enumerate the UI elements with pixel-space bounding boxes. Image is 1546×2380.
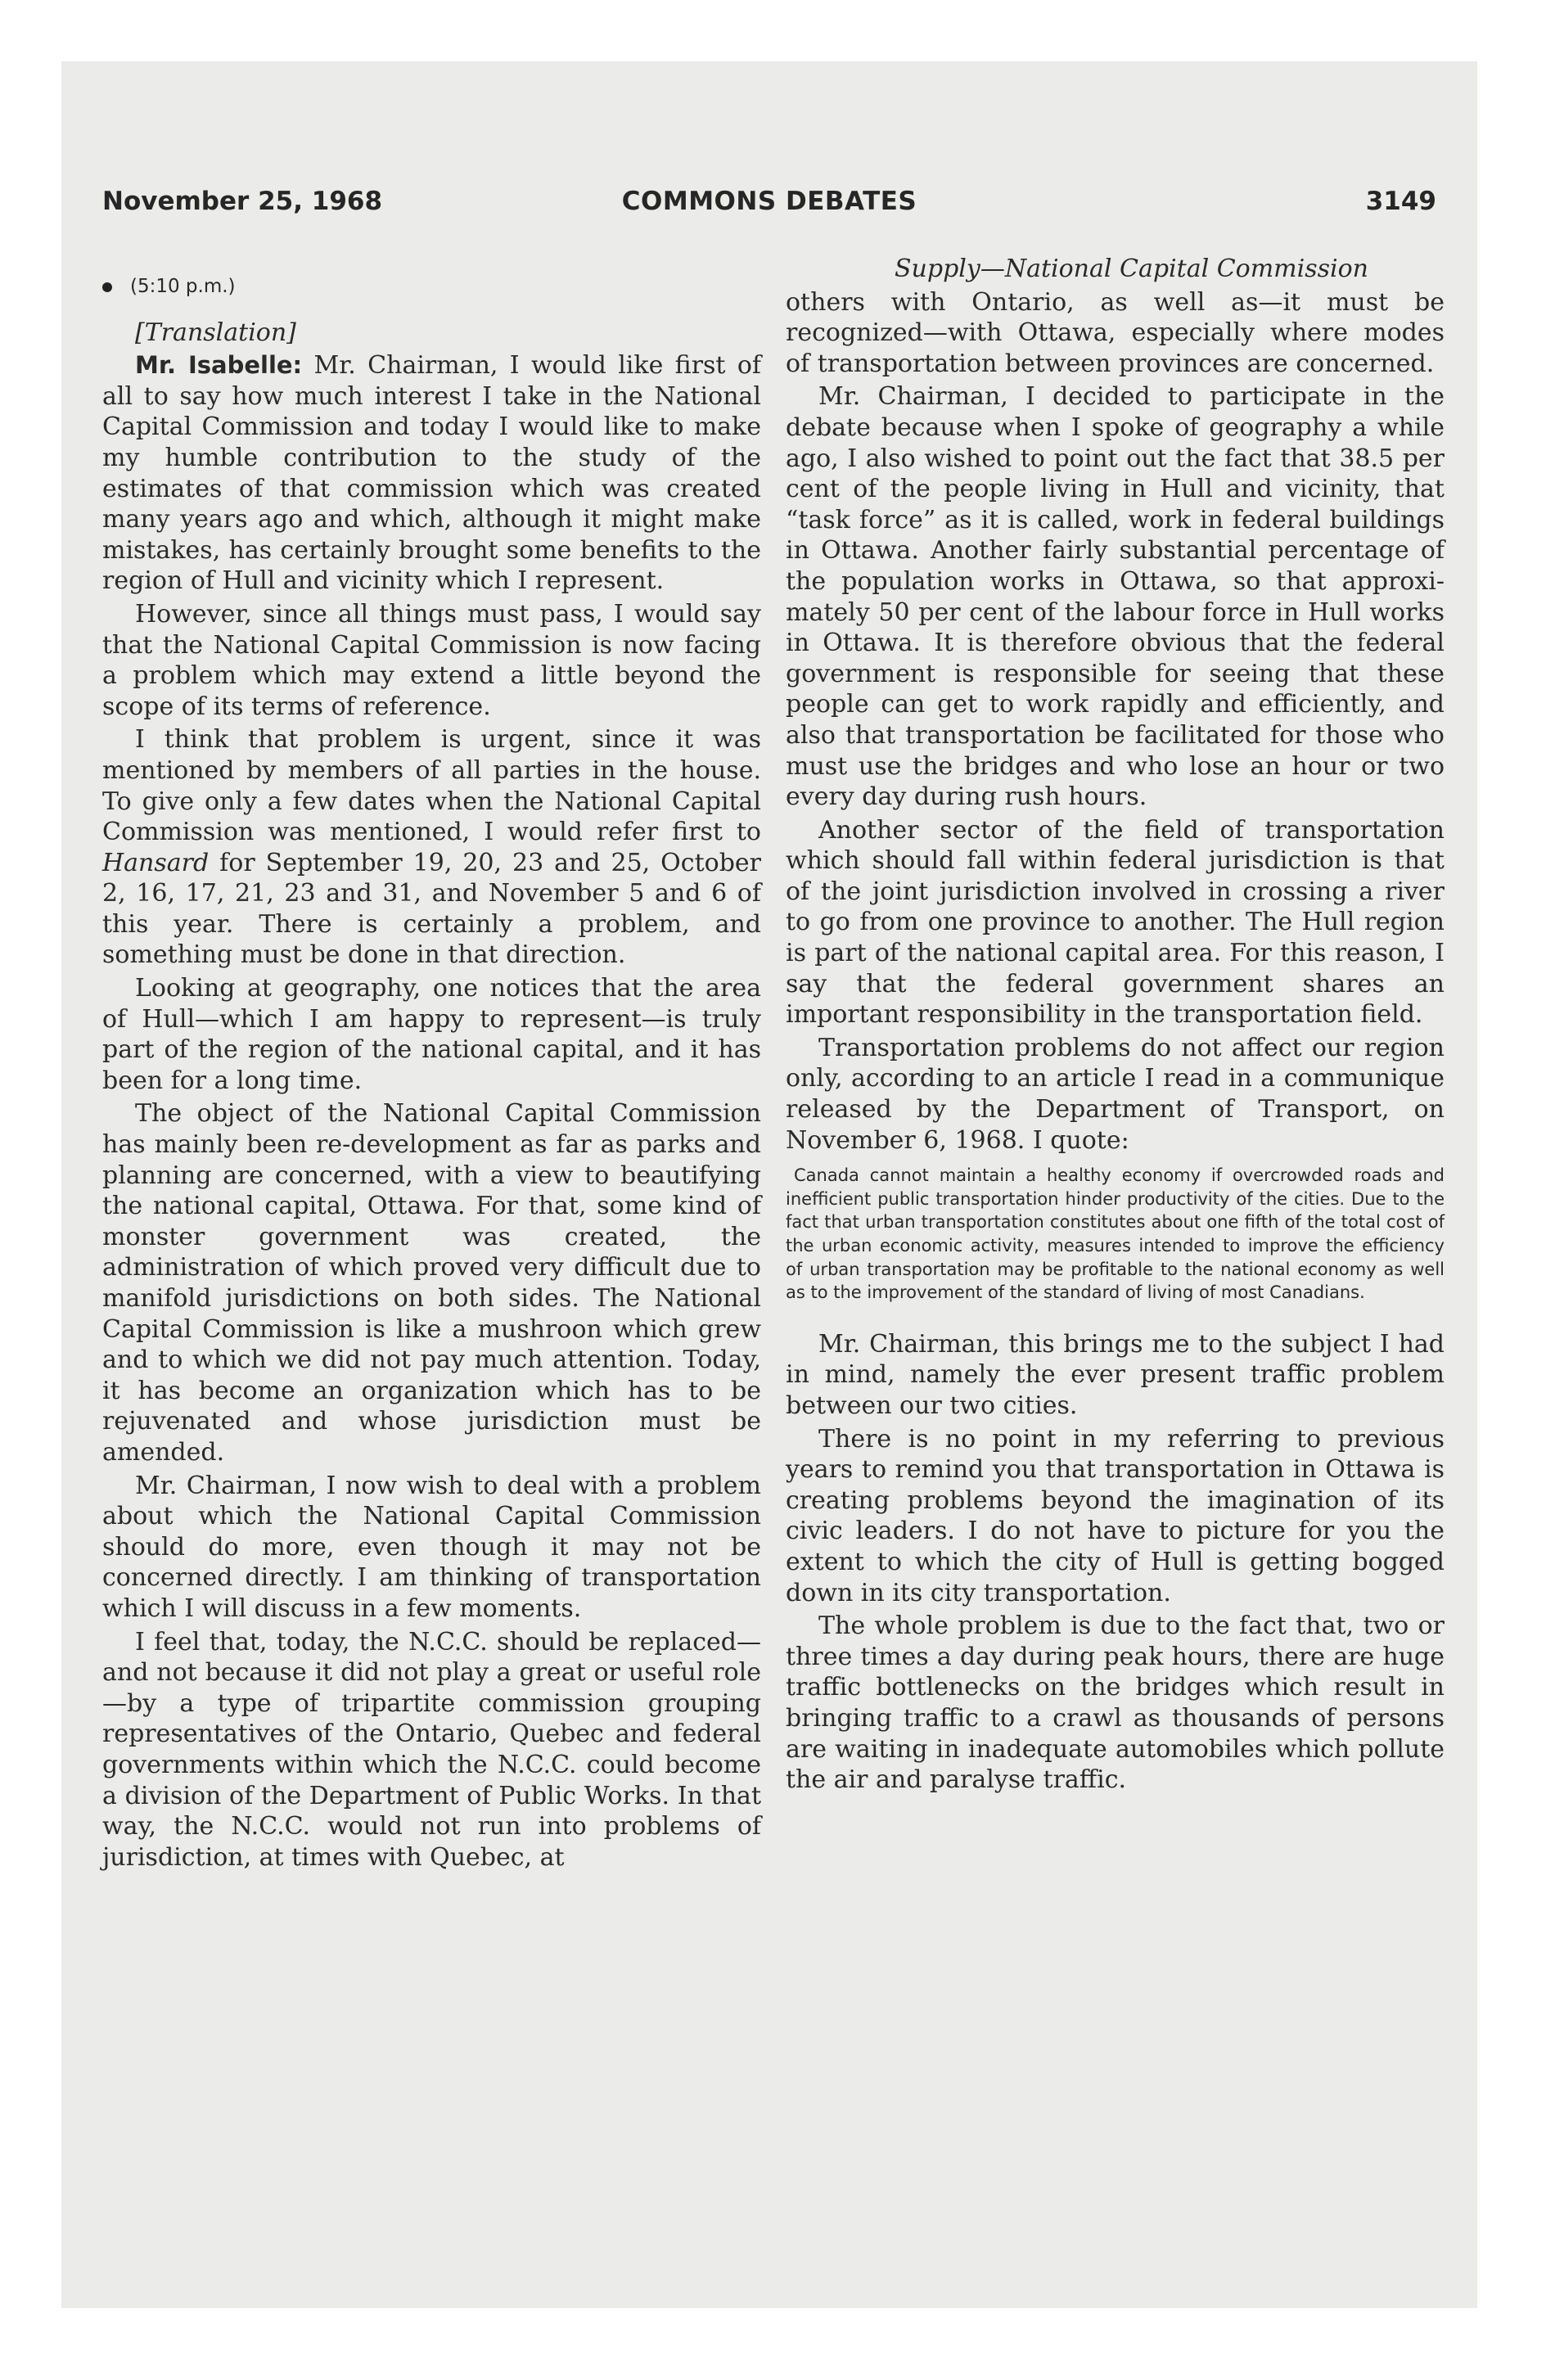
running-head: Supply—National Capital Commission [895, 255, 1368, 283]
paragraph-text: for September 19, 20, 23 and 25, October 2, 16, 17, 21, 23 and 31, and November 5 and 6 of this year. There is certainly a problem, and something must be done in that direction. [102, 848, 761, 970]
right-column [786, 254, 1445, 1798]
speaker-name: Mr. Isabelle: [135, 351, 303, 380]
block-quote [786, 1164, 1445, 1305]
paragraph: There is no point in my referring to previous years to remind you that transportation in Ottawa is creating problems beyond the imagination of its civic leaders. I do not have to picture for you the extent to which the city of Hull is getting bogged down in its city transportation. [786, 1424, 1445, 1607]
header-publication: COMMONS DEBATES [621, 187, 917, 216]
paragraph: Transportation problems do not affect our region only, according to an article I read in a communique released by the Department of Transport, on November 6, 1968. I quote: [786, 1033, 1445, 1155]
paragraph: Another sector of the field of transportation which should fall within federal jurisdiction is that of the joint jurisdiction involved in crossing a river to go from one province to another. The Hull region is part of the national capital area. For this reason, I say that the federal government shares an important responsibility in the transportation field. [786, 815, 1445, 1030]
paragraph: Mr. Chairman, I decided to participate in the debate because when I spoke of geography a while ago, I also wished to point out the fact that 38.5 per cent of the people living in Hull and vicinity, that “task force” as it is called, work in federal buildings in Ottawa. Another fairly substantial percentage of the population works in Ottawa, so that approximately 50 per cent of the labour force in Hull works in Ottawa. It is therefore obvious that the federal government is responsible for seeing that these people can get to work rapidly and efficiently, and also that transportation be facilitated for those who must use the bridges and who lose an hour or two every day during rush hours. [786, 382, 1445, 812]
timestamp-text: (5:10 p.m.) [130, 276, 236, 297]
paragraph-text: Mr. Chairman, I would like first of all to say how much interest I take in the National Capital Commission and today I would like to make my humble contribution to the study of the estimates of that commission which was created many years ago and which, although it might make mistakes, has certainly brought some benefits to the region of Hull and vicinity which I represent. [102, 351, 761, 596]
quote-text: Canada cannot maintain a healthy economy if overcrowded roads and inefficient public transportation hinder productivity of the cities. Due to the fact that urban transportation constitutes about one fifth of the total cost of the urban economic activity, measures intended to improve the efficiency of urban transportation may be profitable to the national economy as well as to the improvement of the standard of living of most Canadians. [786, 1165, 1445, 1303]
hansard-reference: Hansard [102, 848, 210, 877]
paragraph: Mr. Chairman, this brings me to the subject I had in mind, namely the ever present traffic problem between our two cities. [786, 1329, 1445, 1420]
paragraph [102, 724, 761, 971]
left-column [102, 254, 761, 1875]
timestamp [102, 272, 761, 303]
bullet-icon [102, 282, 112, 292]
paragraph: However, since all things must pass, I would say that the National Capital Commission is now facing a problem which may extend a little beyond the scope of its terms of reference. [102, 599, 761, 721]
paragraph: The object of the National Capital Commission has mainly been re-development as far as parks and planning are concerned, with a view to beautifying the national capital, Ottawa. For that, some kind of monster government was created, the administration of which proved very difficult due to manifold jurisdictions on both sides. The National Capital Commission is like a mushroon which grew and to which we did not pay much attention. Today, it has become an organization which has to be rejuvenated and whose jurisdiction must be amended. [102, 1099, 761, 1467]
translation-tag: [Translation] [135, 318, 296, 347]
page-header [102, 187, 1436, 228]
paragraph: others with Ontario, as well as—it must be recognized—with Ottawa, especially where modes of transportation between provinces are concerned. [786, 287, 1445, 378]
paragraph: I feel that, today, the N.C.C. should be replaced—and not because it did not play a great or useful role—by a type of tripartite commission grouping representatives of the Ontario, Quebec and federal governments within which the N.C.C. could become a division of the Department of Public Works. In that way, the N.C.C. would not run into problems of jurisdiction, at times with Quebec, at [102, 1627, 761, 1872]
paragraph [102, 350, 761, 597]
header-date: November 25, 1968 [102, 187, 383, 216]
paragraph: The whole problem is due to the fact that, two or three times a day during peak hours, there are huge traffic bottlenecks on the bridges which result in bringing traffic to a crawl as thousands of persons are waiting in inadequate automobiles which pollute the air and paralyse traffic. [786, 1611, 1445, 1795]
header-page-number: 3149 [1365, 187, 1436, 216]
paragraph: Looking at geography, one notices that the area of Hull—which I am happy to represent—is truly part of the region of the national capital, and it has been for a long time. [102, 974, 761, 1095]
paragraph-text: I think that problem is urgent, since it was mentioned by members of all parties in the house. To give only a few dates when the National Capital Commission was mentioned, I would refer first to [102, 725, 761, 847]
paragraph: Mr. Chairman, I now wish to deal with a problem about which the National Capital Commission should do more, even though it may not be concerned directly. I am thinking of transportation which I will discuss in a few moments. [102, 1471, 761, 1623]
